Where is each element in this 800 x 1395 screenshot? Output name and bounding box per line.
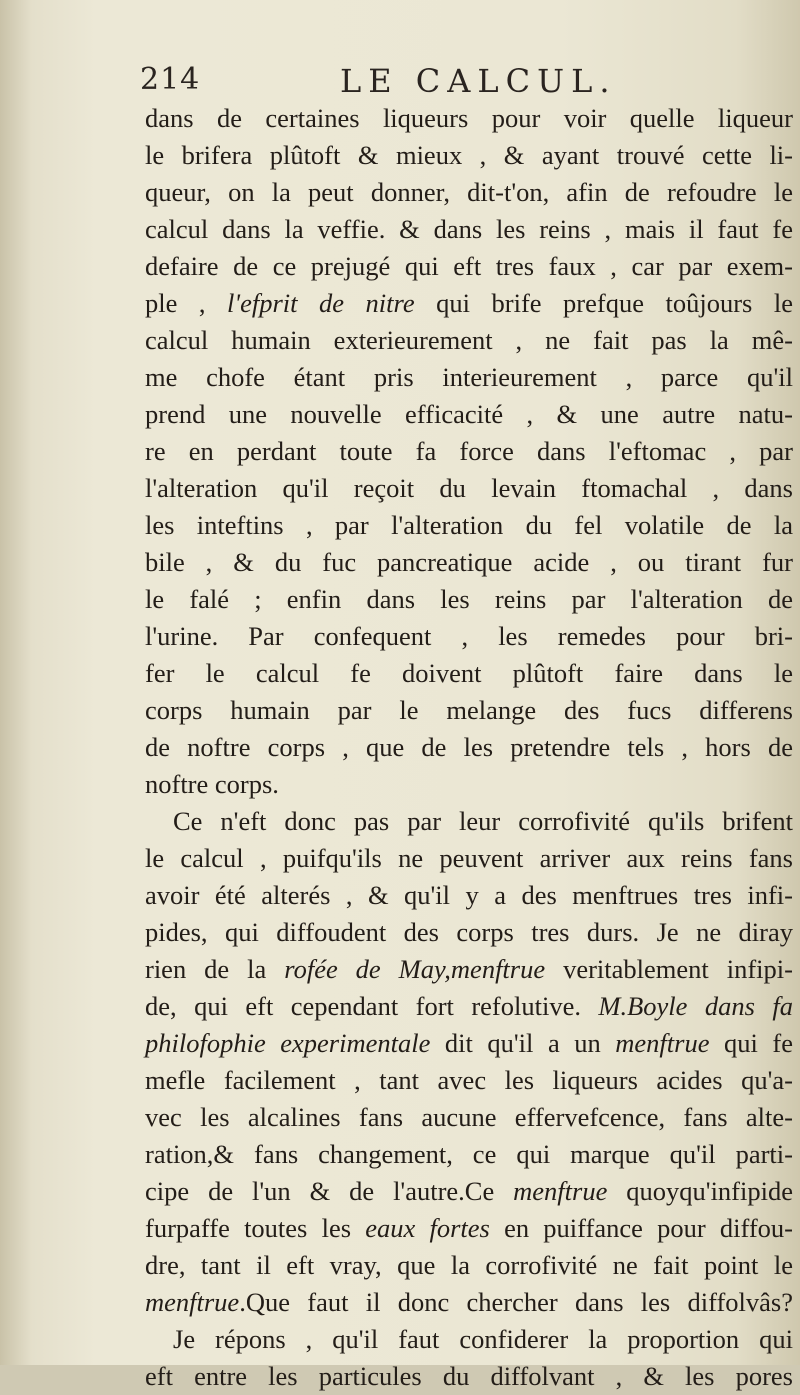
- text-line: avoir été alterés , & qu'il y a des menftrues tres infi-: [145, 880, 793, 910]
- text-line: vec les alcalines fans aucune effervefcence, fans alte-: [145, 1102, 793, 1132]
- text-line: le calcul , puifqu'ils ne peuvent arriver aux reins fans: [145, 843, 793, 873]
- text-line: menftrue.Que faut il donc chercher dans les diffolvâs?: [145, 1287, 793, 1317]
- text-line: mefle facilement , tant avec les liqueurs acides qu'a-: [145, 1065, 793, 1095]
- text-line: noftre corps.: [145, 769, 279, 799]
- text-line: calcul dans la veffie. & dans les reins , mais il faut fe: [145, 214, 793, 244]
- body-text: [145, 100, 793, 1395]
- text-line: cipe de l'un & de l'autre.Ce menftrue quoyqu'infipide: [145, 1176, 793, 1206]
- running-head: LE CALCUL.: [340, 62, 617, 100]
- text-line: le brifera plûtoft & mieux , & ayant trouvé cette li-: [145, 140, 793, 170]
- text-line: furpaffe toutes les eaux fortes en puiffance pour diffou-: [145, 1213, 793, 1243]
- text-line: corps humain par le melange des fucs differens: [145, 695, 793, 725]
- text-line: queur, on la peut donner, dit-t'on, afin de refoudre le: [145, 177, 793, 207]
- text-line: rien de la rofée de May,menftrue veritablement infipi-: [145, 954, 793, 984]
- text-line: bile , & du fuc pancreatique acide , ou tirant fur: [145, 547, 793, 577]
- text-line: dans de certaines liqueurs pour voir quelle liqueur: [145, 103, 793, 133]
- text-line: dre, tant il eft vray, que la corrofivité ne fait point le: [145, 1250, 793, 1280]
- text-line: fer le calcul fe doivent plûtoft faire dans le: [145, 658, 793, 688]
- text-line: le falé ; enfin dans les reins par l'alteration de: [145, 584, 793, 614]
- text-line: l'alteration qu'il reçoit du levain ftomachal , dans: [145, 473, 793, 503]
- text-line: ple , l'efprit de nitre qui brife prefque toûjours le: [145, 288, 794, 318]
- text-line: calcul humain exterieurement , ne fait pas la mê-: [145, 325, 793, 355]
- text-line: de, qui eft cependant fort refolutive. M.Boyle dans fa: [145, 991, 793, 1021]
- text-line: me chofe étant pris interieurement , parce qu'il: [145, 362, 793, 392]
- text-line: les inteftins , par l'alteration du fel volatile de la: [145, 510, 793, 540]
- text-line: ration,& fans changement, ce qui marque qu'il parti-: [145, 1139, 793, 1169]
- text-line: de noftre corps , que de les pretendre tels , hors de: [145, 732, 793, 762]
- text-line: defaire de ce prejugé qui eft tres faux , car par exem-: [145, 251, 793, 281]
- text-line: Je répons , qu'il faut confiderer la proportion qui: [173, 1324, 793, 1354]
- text-line: philofophie experimentale dit qu'il a un menftrue qui fe: [145, 1028, 794, 1058]
- text-line: Ce n'eft donc pas par leur corrofivité qu'ils brifent: [173, 806, 793, 836]
- text-line: l'urine. Par confequent , les remedes pour bri-: [145, 621, 793, 651]
- text-line: prend une nouvelle efficacité , & une autre natu-: [145, 399, 793, 429]
- text-line: pides, qui diffoudent des corps tres durs. Je ne diray: [145, 917, 793, 947]
- text-line: eft entre les particules du diffolvant , & les pores: [145, 1361, 793, 1391]
- text-line: re en perdant toute fa force dans l'eftomac , par: [145, 436, 793, 466]
- page-number: 214: [140, 62, 201, 97]
- page-header: [140, 62, 620, 100]
